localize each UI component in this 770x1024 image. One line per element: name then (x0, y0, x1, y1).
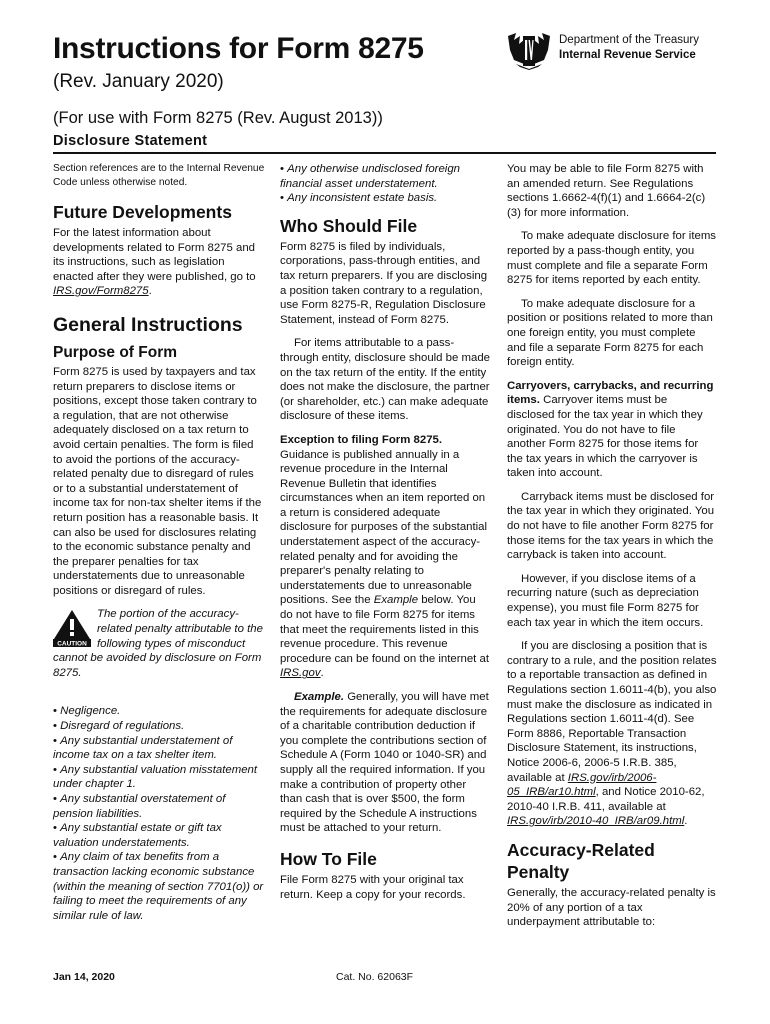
penalty-bullet-list (53, 704, 265, 923)
department-line: Department of the Treasury (559, 34, 699, 46)
caution-box (53, 607, 265, 680)
exception-runin: Exception to filing Form 8275. (280, 433, 443, 446)
column-2 (280, 162, 490, 902)
purpose-heading: Purpose of Form (53, 343, 178, 361)
general-instructions-heading: General Instructions (53, 313, 243, 336)
caution-icon (53, 609, 91, 647)
list-item: • Disregard of regulations. (53, 720, 185, 733)
list-item: • Any substantial overstatement of pension liabilities. (53, 793, 226, 820)
purpose-text: Form 8275 is used by taxpayers and tax return preparers to disclose items or positions, except those taken contrary to a regulation, that are not otherwise adequately disclosed on a tax return to avoid certain penalties. The form is filed to avoid the portions of the accuracy-related penalty due to disregard of rules or to a substantial understatement of income tax for non-tax shelter items if the return position has a reasonable basis. It can also be used for disclosures relating to the economic substance penalty and the preparer penalties for tax understatements due to unreasonable positions or disregard of rules. (53, 365, 262, 597)
exception-text: Exception to filing Form 8275. Guidance is published annually in a revenue procedure in the Internal Revenue Bulletin that identifies circumstances when an item reported on a return is considered adequate disclosure for purposes of the substantial understatement aspect of the accuracy-related penalty and for avoiding the preparer's penalty relating to understatements due to unreasonable positions. See the Example below. You do not have to file Form 8275 for items that meet the requirements listed in this revenue procedure. This revenue procedure can be found on the internet at IRS.gov. (280, 433, 489, 680)
catalog-number: Cat. No. 62063F (336, 971, 414, 983)
irs-eagle-logo-icon (504, 30, 554, 70)
list-item: • Any substantial valuation misstatement under chapter 1. (53, 763, 258, 791)
future-developments-text: For the latest information about developments related to Form 8275 and its instructions, such as legislation enacted after they were published, go to IRS.gov/Form8275. (53, 227, 256, 298)
irs-gov-link[interactable]: IRS.gov (280, 667, 321, 680)
carryovers-runin: Carryovers, carrybacks, and recurring items. (507, 379, 714, 407)
how-to-file-heading: How To File (280, 848, 377, 869)
carryovers-text: Carryovers, carrybacks, and recurring items. Carryover items must be disclosed for the tax year in which they originated. You do not have to file another Form 8275 for those items for the tax years in which the carryover is taken into account. (507, 379, 714, 480)
footer-date: Jan 14, 2020 (53, 971, 115, 983)
who-should-file-heading: Who Should File (280, 215, 418, 236)
pass-through-text: For items attributable to a pass-through entity, disclosure should be made on the tax return of the entity. If the entity does not make the disclosure, the partner (or shareholder, etc.) can make adequate disclosure of these items. (280, 337, 491, 423)
section-references-note: Section references are to the Internal Revenue Code unless otherwise noted. (53, 163, 265, 188)
list-item: • Any otherwise undisclosed foreign financial asset understatement. (280, 163, 461, 190)
form8275-link[interactable]: IRS.gov/Form8275 (53, 285, 149, 298)
caution-label: CAUTION (57, 640, 87, 648)
irb-2006-05-link[interactable]: IRS.gov/irb/2006-05_IRB/ar10.html (507, 771, 657, 799)
example-text: Example. Generally, you will have met the requirements for adequate disclosure of a charitable contribution deduction if you complete the contributions section of Schedule A (Form 1040 or 1040-SR) and supply all the required information. If you make a contribution of property other than cash that is over $500, the form required by the Schedule A instructions must be attached to your return. (280, 691, 489, 835)
list-item: • Any inconsistent estate basis. (280, 192, 438, 205)
future-developments-heading: Future Developments (53, 202, 232, 222)
amended-return-text: You may be able to file Form 8275 with an amended return. See Regulations sections 1.6662-4(f)(1) and 1.6664-2(c)(3) for more information. (507, 163, 706, 219)
carryback-text: Carryback items must be disclosed for the tax year in which they originated. You do not have to file another Form 8275 for those items for the tax years in which the carryback is taken into account. (507, 490, 715, 562)
irs-line: Internal Revenue Service (559, 49, 696, 61)
list-item: • Negligence. (53, 705, 121, 718)
page-title: Instructions for Form 8275 (53, 32, 424, 65)
form-name: Disclosure Statement (53, 133, 208, 149)
irb-2010-40-link[interactable]: IRS.gov/irb/2010-40_IRB/ar09.html (507, 815, 685, 828)
foreign-entity-text: To make adequate disclosure for a position or positions related to more than one foreign entity, you must complete and file a separate Form 8275 for each foreign entity. (507, 297, 713, 369)
list-item: • Any substantial estate or gift tax valuation understatements. (53, 822, 222, 849)
caution-text: The portion of the accuracy-related penalty attributable to the following types of misconduct cannot be avoided by disclosure on Form 8275. (53, 608, 263, 679)
recurring-text: However, if you disclose items of a recurring nature (such as depreciation expense), you must file Form 8275 for each tax year in which the item occurs. (507, 572, 704, 629)
use-with-note: (For use with Form 8275 (Rev. August 2013)) (53, 109, 383, 127)
column-3 (507, 162, 717, 930)
accuracy-penalty-heading: Accuracy-Related Penalty (507, 839, 655, 882)
header-divider (53, 152, 716, 154)
revision-date: (Rev. January 2020) (53, 71, 224, 92)
accuracy-penalty-text: Generally, the accuracy-related penalty is 20% of any portion of a tax underpayment attributable to: (507, 886, 716, 929)
pass-through-separate-text: To make adequate disclosure for items reported by a pass-though entity, you must complete and file a separate Form 8275 for items reported by each entity. (507, 230, 717, 287)
how-to-file-text: File Form 8275 with your original tax return. Keep a copy for your records. (280, 873, 466, 901)
agency-name (559, 33, 699, 63)
example-runin: Example. (294, 691, 345, 703)
list-item: • Any substantial understatement of income tax on a tax shelter item. (53, 734, 233, 762)
reportable-transaction-text: If you are disclosing a position that is contrary to a rule, and the position relates to a reportable transaction as defined in Regulations section 1.6011-4(b), you also must make the disclosure as indicated in Regulations section 1.6011-4(d). See Form 8886, Reportable Transaction Disclosure Statement, its instructions, Notice 2006-6, 2006-5 I.R.B. 385, available at IRS.gov/irb/2006-05_IRB/ar10.html, and Notice 2010-62, 2010-40 I.R.B. 411, available at IRS.gov/irb/2010-40_IRB/ar09.html. (507, 640, 717, 828)
column-1 (53, 162, 265, 923)
who-should-file-text: Form 8275 is filed by individuals, corporations, pass-through entities, and tax return preparers. If you are disclosing a position taken contrary to a regulation, use Form 8275-R, Regulation Disclosure Statement, instead of Form 8275. (280, 240, 488, 326)
list-item: • Any claim of tax benefits from a transaction lacking economic substance (within the meaning of section 7701(o)) or failing to meet the requirements of any similar rule of law. (53, 851, 264, 922)
